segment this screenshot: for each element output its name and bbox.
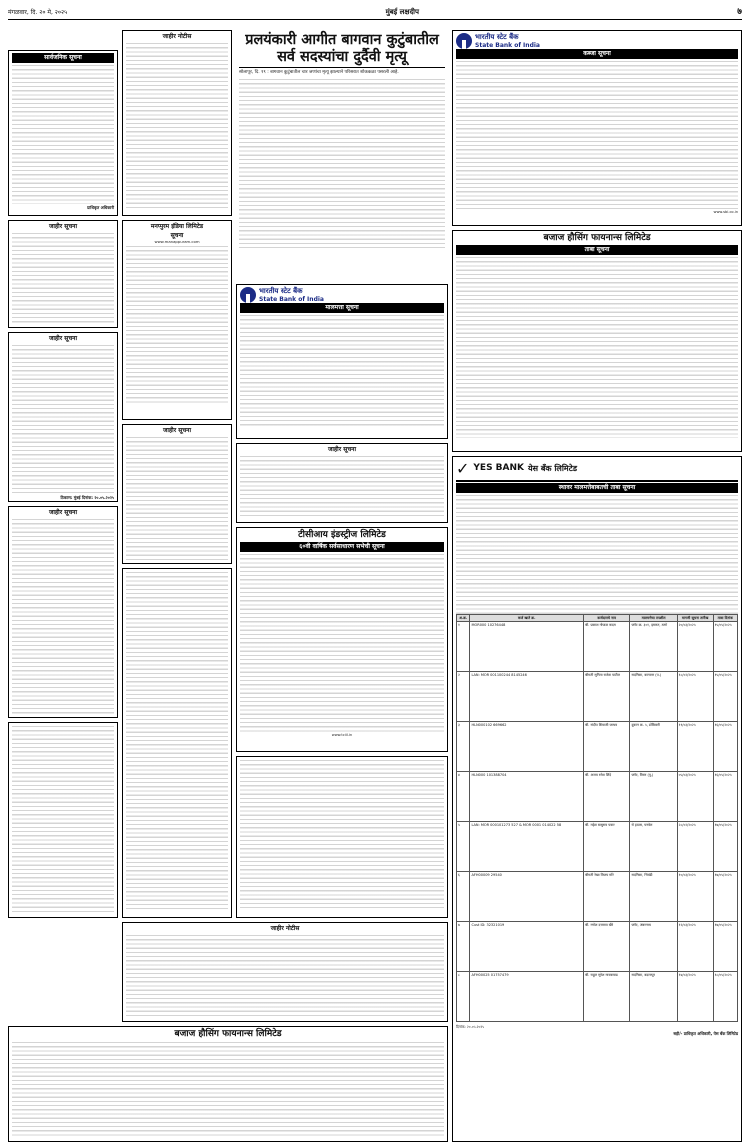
manappuram-sub2: सूचना [170, 231, 184, 239]
table-cell: फ्लॅट क्र. ३०१, इमारत, ठाणे [630, 621, 677, 671]
jahir-notice-1 [8, 220, 118, 328]
yes-bank-logo [456, 459, 738, 479]
table-cell: १८/०२/२०२५ [677, 671, 713, 721]
notice-title: जाहीर सूचना [327, 446, 357, 453]
tci-notice [236, 527, 448, 752]
table-cell: १२/०३/२०२५ [677, 921, 713, 971]
table-cell: श्री. अजय रमेश शिंदे [583, 771, 630, 821]
misc-notice [236, 756, 448, 918]
bajaj-bottom-title: बजाज हौसिंग फायनान्स लिमिटेड [174, 1029, 282, 1039]
table-cell: ८ [457, 971, 470, 1021]
yes-bank-sign: सही/- प्राधिकृत अधिकारी, येस बँक लिमिटेड [673, 1030, 738, 1036]
news-article [236, 30, 448, 280]
jahir-notice-wide [122, 922, 448, 1022]
sbi-mid-title: मालमत्ता सूचना [240, 303, 444, 313]
table-cell: १५/०५/२०२५ [713, 671, 737, 721]
yes-bank-table [456, 614, 738, 1022]
table-cell: १ [457, 621, 470, 671]
table-row [457, 621, 738, 671]
table-header-cell: अ.क्र. [457, 614, 470, 621]
table-row [457, 971, 738, 1021]
table-cell: LAN: MOR 000101273 527 & MOR 0001 014022 58 [470, 821, 583, 871]
table-cell: ७ [457, 921, 470, 971]
table-cell: १४/०३/२०२५ [677, 971, 713, 1021]
table-cell: ५ [457, 821, 470, 871]
page-header [8, 6, 742, 20]
yes-tick-icon: ✓ [456, 459, 470, 478]
notice-title: जाहीर नोटीस [270, 925, 300, 932]
jahir-notice-4 [8, 722, 118, 918]
sbi-logo [240, 287, 444, 303]
table-row [457, 921, 738, 971]
manappuram-website: www.manappuram.com [154, 239, 200, 244]
notice-body [240, 314, 444, 426]
table-row [457, 721, 738, 771]
news-headline-line1: प्रलयंकारी आगीत बागवान कुटुंबातील [245, 31, 439, 48]
notice-body [12, 344, 114, 494]
table-cell: २८/०२/२०२५ [677, 821, 713, 871]
news-body: सोलापूर, दि. १९ : बागवान कुटुंबातील चार जणांचा मृत्यू झाल्याने परिसरात शोककळा पसरली आहे. [239, 70, 399, 76]
jahir-notice-3 [8, 506, 118, 718]
news-headline-line2: सर्व सदस्यांचा दुर्दैवी मृत्यू [277, 47, 407, 65]
table-header-cell: मागणी सूचना तारीख [677, 614, 713, 621]
jahir-notice-5 [122, 424, 232, 564]
table-cell: ६ [457, 871, 470, 921]
sbi-name-mr: भारतीय स्टेट बैंक [475, 33, 519, 41]
table-cell: सदनिका, बदलापूर [630, 971, 677, 1021]
bajaj-top-subtitle: ताबा सूचना [456, 245, 738, 255]
table-cell: श्री. संदीप शिवाजी जाधव [583, 721, 630, 771]
table-header-cell: ताबा दिनांक [713, 614, 737, 621]
table-header-cell: कर्ज खाते क्र. [470, 614, 583, 621]
notice-body [456, 60, 738, 210]
table-cell: २०/०३/२०२५ [677, 621, 713, 671]
table-cell: AFH00009 29540 [470, 871, 583, 921]
yes-bank-notice-title: स्थावर मालमत्तेबाबतची ताबा सूचना [456, 483, 738, 493]
notice-title: जाहीर सूचना [162, 427, 192, 434]
table-cell: ४ [457, 771, 470, 821]
table-row [457, 821, 738, 871]
table-cell: HLN000 101388704 [470, 771, 583, 821]
issue-date: मंगळवार, दि. २० मे, २०२५ [8, 8, 68, 16]
sbi-logo [456, 33, 738, 49]
manappuram-notice [122, 220, 232, 420]
table-cell: ३ [457, 721, 470, 771]
tci-agm-title: ६०वी वार्षिक सर्वसाधारण सभेची सूचना [240, 542, 444, 552]
table-cell: Cust ID: 32321019 [470, 921, 583, 971]
notice-body [12, 232, 114, 324]
table-cell: फ्लॅट, विरार (पू.) [630, 771, 677, 821]
bajaj-top-title: बजाज हौसिंग फायनान्स लिमिटेड [543, 233, 651, 243]
table-cell: ११/०३/२०२५ [677, 721, 713, 771]
page-number: ७ [737, 6, 742, 17]
news-body-rest [239, 78, 445, 248]
table-cell: १७/०५/२०२५ [713, 871, 737, 921]
notice-title: सार्वजनिक सूचना [12, 53, 114, 63]
notice-body [126, 934, 444, 1018]
sbi-name-mr: भारतीय स्टेट बैंक [259, 287, 303, 295]
yes-bank-name: YES BANK [473, 463, 525, 474]
sbi-top-title: कब्जा सूचना [456, 49, 738, 59]
yes-bank-notice [452, 456, 742, 1142]
table-header-cell: मालमत्तेचा तपशील [630, 614, 677, 621]
table-cell: श्री. प्रकाश गोपाळ कदम [583, 621, 630, 671]
notice-body [12, 518, 114, 714]
table-row [457, 771, 738, 821]
table-cell: श्री. महेश बाबुराव पवार [583, 821, 630, 871]
table-row [457, 871, 738, 921]
table-cell: LAN: MOR 001100244 8145246 [470, 671, 583, 721]
table-cell: फ्लॅट, अंबरनाथ [630, 921, 677, 971]
notice-body [240, 553, 444, 733]
table-cell: श्री. गणेश दत्तात्रय खैरे [583, 921, 630, 971]
notice-title: जाहीर सूचना [48, 509, 78, 516]
notice-title: जाहीर सूचना [48, 223, 78, 230]
bank-table-notice [236, 443, 448, 523]
notice-body [126, 42, 228, 210]
notice-body [12, 64, 114, 204]
notice-body [12, 1041, 444, 1137]
notice-body [126, 571, 228, 911]
sbi-logo-icon [456, 33, 472, 49]
table-cell: १७/०५/२०२५ [713, 921, 737, 971]
notice-intro [456, 494, 738, 614]
notice-title: जाहीर सूचना [48, 335, 78, 342]
notice-body [240, 759, 444, 911]
tci-website: www.tciil.in [331, 732, 353, 737]
table-cell: HLN000102 669662 [470, 721, 583, 771]
sbi-name-en: State Bank of India [259, 295, 324, 303]
table-cell: AFH00025 01757479 [470, 971, 583, 1021]
sbi-name-en: State Bank of India [475, 41, 540, 49]
yes-bank-date: दिनांक: २०.०५.२०२५ [456, 1024, 485, 1029]
table-cell: रो हाउस, पनवेल [630, 821, 677, 871]
manappuram-subtitle: मनप्पुरम इंडिया लिमिटेड [150, 223, 204, 230]
table-cell: २ [457, 671, 470, 721]
notice-body [126, 436, 228, 560]
sbi-notice-top [452, 30, 742, 226]
bajaj-top-notice [452, 230, 742, 452]
table-cell: १०/०३/२०२५ [677, 871, 713, 921]
table-cell: सदनिका, कल्याण (प.) [630, 671, 677, 721]
table-cell: सदनिका, भिवंडी [630, 871, 677, 921]
table-cell: १७/०५/२०२५ [713, 821, 737, 871]
table-cell: श्रीमती सुनिता राजेश पाटील [583, 671, 630, 721]
table-cell: १६/०५/२०२५ [713, 721, 737, 771]
table-cell: MOR000 10276448 [470, 621, 583, 671]
notice-body [12, 725, 114, 913]
paper-name: मुंबई लक्षदीप [385, 8, 419, 17]
tci-title: टीसीआय इंडस्ट्रीज लिमिटेड [298, 530, 386, 540]
sbi-logo-icon [240, 287, 256, 303]
yes-bank-name-mr: येस बँक लिमिटेड [528, 464, 578, 473]
table-row [457, 671, 738, 721]
table-cell: १८/०५/२०२५ [713, 971, 737, 1021]
sbi-website: www.sbi.co.in [713, 209, 738, 214]
notice-body [126, 245, 228, 405]
table-cell: १५/०५/२०२५ [713, 621, 737, 671]
table-header-cell: कर्जदाराचे नाव [583, 614, 630, 621]
notice-place-date: ठिकाण: मुंबई दिनांक: २०.०५.२०२५ [60, 494, 114, 500]
public-notice-2 [122, 30, 232, 216]
table-cell: ०५/०३/२०२५ [677, 771, 713, 821]
notice-title: जाहीर नोटीस [162, 33, 192, 40]
notice-signature: प्राधिकृत अधिकारी [87, 204, 114, 210]
jahir-notice-2 [8, 332, 118, 502]
table-cell: १६/०५/२०२५ [713, 771, 737, 821]
jahir-notice-6 [122, 568, 232, 918]
notice-body [456, 256, 738, 438]
notice-body [240, 455, 444, 519]
public-notice-1 [8, 50, 118, 216]
table-cell: श्री. राहुल सुरेश गायकवाड [583, 971, 630, 1021]
table-cell: श्रीमती रेखा विजय मोरे [583, 871, 630, 921]
bajaj-bottom-notice [8, 1026, 448, 1142]
sbi-notice-mid [236, 284, 448, 439]
table-cell: दुकान क्र. ५, डोंबिवली [630, 721, 677, 771]
